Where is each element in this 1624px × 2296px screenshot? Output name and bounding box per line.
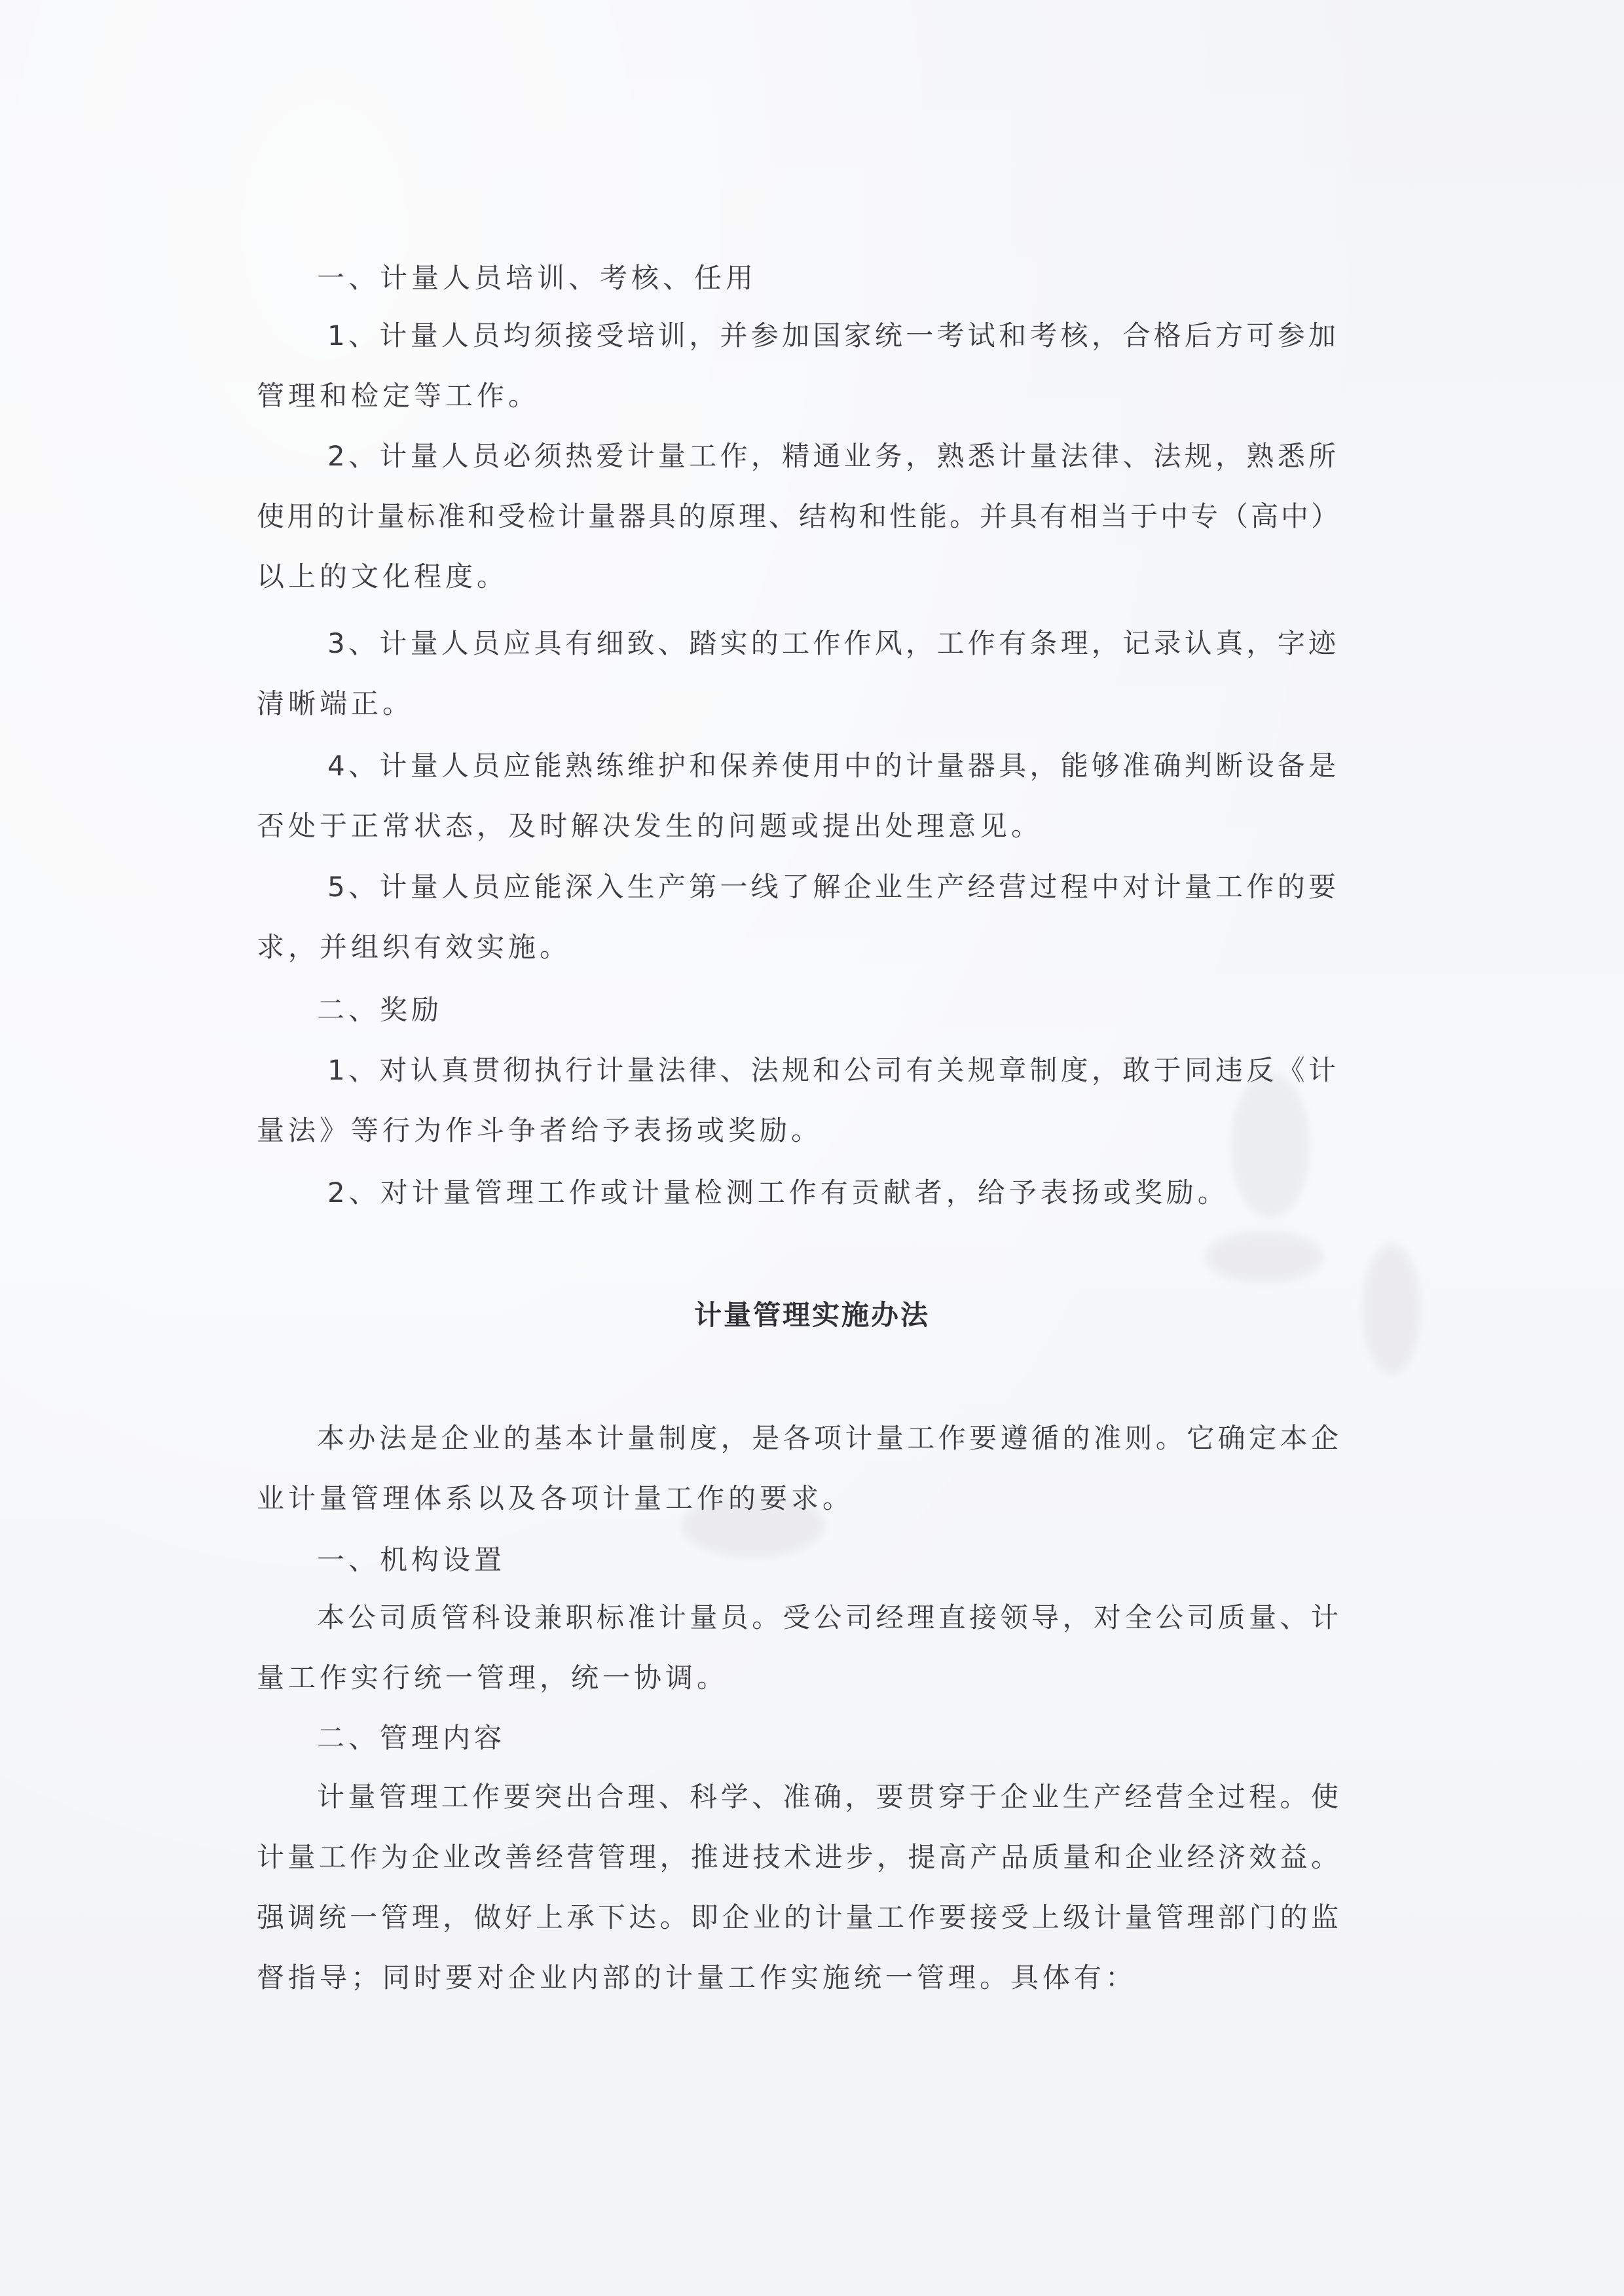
section-heading-management: 二、管理内容 [317,1722,506,1754]
paragraph-line: 量法》等行为作斗争者给予表扬或奖励。 [257,1114,823,1146]
paragraph-line: 1、对认真贯彻执行计量法律、法规和公司有关规章制度，敢于同违反《计 [327,1054,1336,1086]
paragraph-line: 督指导；同时要对企业内部的计量工作实施统一管理。具体有： [257,1961,1137,1994]
paragraph-line: 2、对计量管理工作或计量检测工作有贡献者，给予表扬或奖励。 [327,1176,1229,1209]
section-heading-organization: 一、机构设置 [317,1544,506,1576]
paragraph-line: 量工作实行统一管理，统一协调。 [257,1662,729,1694]
paragraph-line: 业计量管理体系以及各项计量工作的要求。 [257,1482,855,1514]
paragraph-line: 5、计量人员应能深入生产第一线了解企业生产经营过程中对计量工作的要 [327,871,1336,903]
paragraph-line: 本办法是企业的基本计量制度，是各项计量工作要遵循的准则。它确定本企 [317,1422,1338,1454]
scan-smudge [1231,1074,1310,1218]
section-heading-rewards: 二、奖励 [317,994,443,1026]
paragraph-line: 使用的计量标准和受检计量器具的原理、结构和性能。并具有相当于中专（高中） [257,500,1338,532]
paragraph-line: 求，并组织有效实施。 [257,931,572,963]
paragraph-line: 本公司质管科设兼职标准计量员。受公司经理直接领导，对全公司质量、计 [317,1601,1338,1633]
paragraph-line: 计量管理工作要突出合理、科学、准确，要贯穿于企业生产经营全过程。使 [317,1781,1338,1813]
section-heading-training: 一、计量人员培训、考核、任用 [317,262,758,294]
paragraph-line: 1、计量人员均须接受培训，并参加国家统一考试和考核，合格后方可参加 [327,319,1336,352]
scan-smudge [1205,1231,1323,1283]
paragraph-line: 4、计量人员应能熟练维护和保养使用中的计量器具，能够准确判断设备是 [327,750,1336,782]
paragraph-line: 计量工作为企业改善经营管理，推进技术进步，提高产品质量和企业经济效益。 [257,1841,1338,1873]
paragraph-line: 以上的文化程度。 [257,560,509,592]
paragraph-line: 强调统一管理，做好上承下达。即企业的计量工作要接受上级计量管理部门的监 [257,1901,1338,1933]
paragraph-line: 管理和检定等工作。 [257,380,540,412]
paragraph-line: 否处于正常状态，及时解决发生的问题或提出处理意见。 [257,810,1043,842]
paragraph-line: 3、计量人员应具有细致、踏实的工作作风，工作有条理，记录认真，字迹 [327,627,1336,659]
paragraph-line: 清晰端正。 [257,687,415,720]
document-title: 计量管理实施办法 [693,1299,930,1331]
paragraph-line: 2、计量人员必须热爱计量工作，精通业务，熟悉计量法律、法规，熟悉所 [327,440,1336,472]
